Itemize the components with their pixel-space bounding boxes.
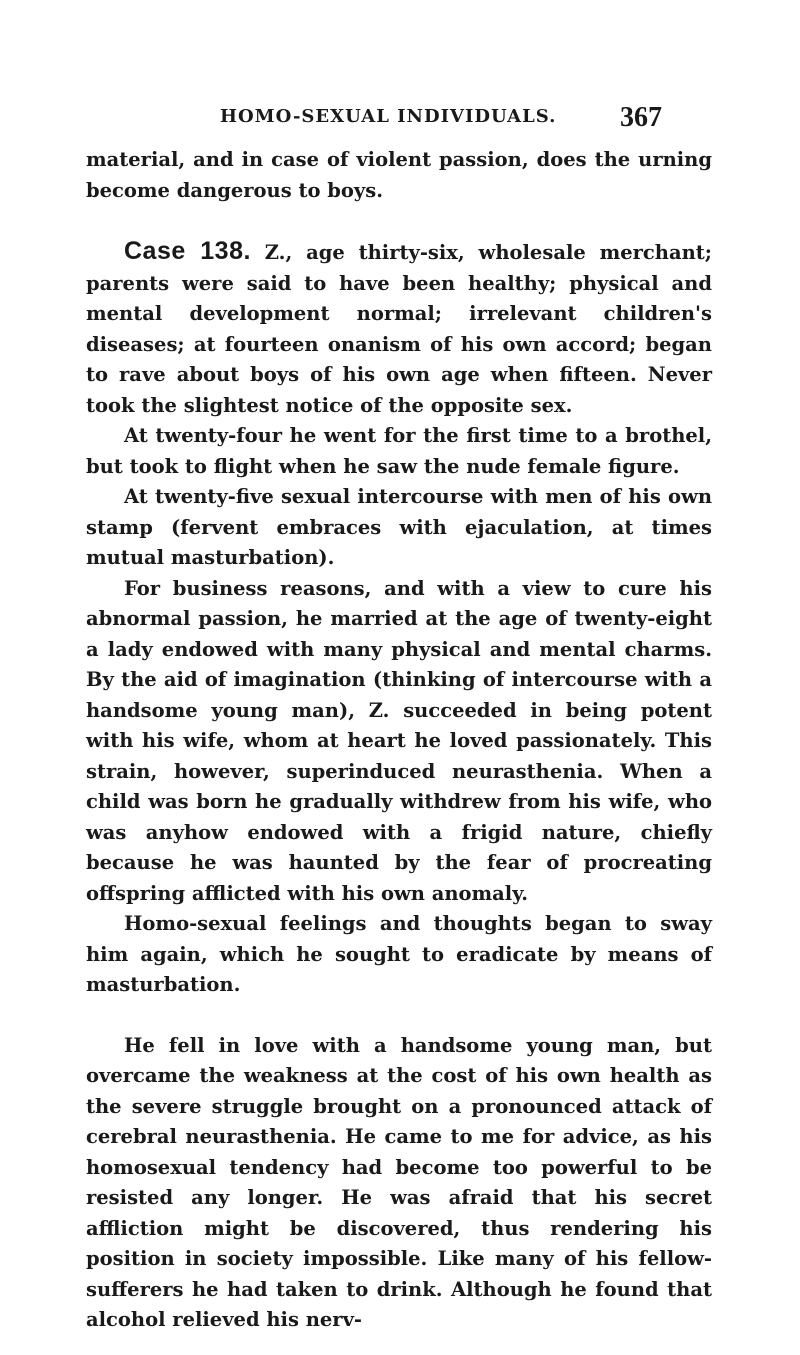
paragraph-case-138	[86, 236, 712, 421]
case-heading: Case 138.	[124, 237, 251, 265]
case-138-text: Z., age thirty-six, wholesale merchant; parents were said to have been healthy; physical and mental development normal; irrelevant children's diseases; at fourteen onanism of his own accord; began to rave about boys of his own age when fifteen. Never took the slightest notice of the opposite sex.	[86, 241, 712, 417]
running-head	[0, 102, 800, 132]
body-text	[86, 145, 712, 1336]
paragraph-3: At twenty-four he went for the first time to a brothel, but took to flight when he saw the nude female figure.	[86, 424, 712, 478]
paragraph-1: material, and in case of violent passion, does the urning become dangerous to boys.	[86, 148, 712, 202]
running-title: HOMO-SEXUAL INDIVIDUALS.	[220, 106, 557, 127]
paragraph-6: Homo-sexual feelings and thoughts began to sway him again, which he sought to eradicate by means of masturbation.	[86, 912, 712, 996]
paragraph-7: He fell in love with a handsome young man, but overcame the weakness at the cost of his own health as the severe struggle brought on a pronounced attack of cerebral neurasthenia. He came to me for advice, as his homosexual tendency had become too powerful to be resisted any longer. He was afraid that his secret affliction might be discovered, thus rendering his position in society impossible. Like many of his fellow-sufferers he had taken to drink. Although he found that alcohol relieved his nerv-	[86, 1033, 712, 1331]
page-number: 367	[620, 102, 662, 133]
paragraph-5: For business reasons, and with a view to cure his abnormal passion, he married at the age of twenty-eight a lady endowed with many physical and mental charms. By the aid of imagination (thinking of intercourse with a handsome young man), Z. succeeded in being potent with his wife, whom at heart he loved passionately. This strain, however, superinduced neurasthenia. When a child was born he gradually withdrew from his wife, who was anyhow endowed with a frigid nature, chiefly because he was haunted by the fear of procreating offspring afflicted with his own anomaly.	[86, 576, 712, 905]
paragraph-4: At twenty-five sexual intercourse with men of his own stamp (fervent embraces with ejaculation, at times mutual masturbation).	[86, 485, 712, 569]
